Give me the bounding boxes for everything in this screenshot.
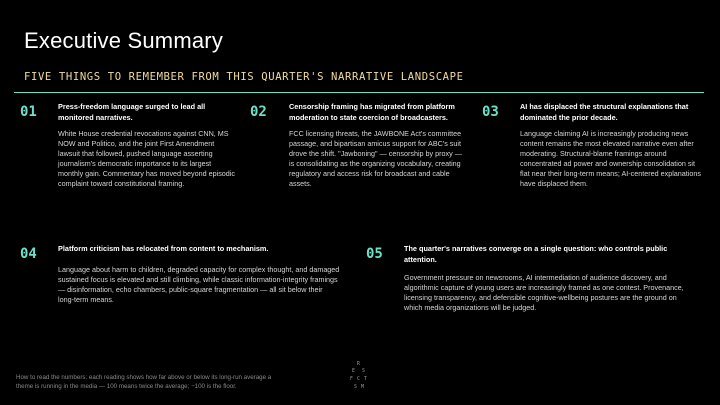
footer-note: How to read the numbers: each reading shows how far above or below its long-run average a theme is running in the media — 100 means twice the average; −100 is the floor. [16,374,272,390]
header-divider [14,92,704,93]
logo-letter: S [354,385,357,390]
item-heading-05: The quarter's narratives converge on a single question: who controls public attention. [404,244,668,264]
logo-letter: M [361,385,364,390]
item-body-02: FCC licensing threats, the JAWBONE Act's committee passage, and bipartisan amicus support for ABC's suit drove the shift. "Jawboning" — censorship by proxy — is consolidating as the organizing vocabulary, creating regulatory and access risk for broadcast and cable assets. [289,129,462,188]
item-body-03: Language claiming AI is increasingly producing news content remains the most elevated narrative even after moderating. Structural-blame framings around concentrated ad power and ownership consolidation sit flat near their long-term means; AI-centered explanations have displaced them. [520,129,701,188]
item-number-02: 02 [250,104,267,120]
slide-title: Executive Summary [24,28,224,53]
logo-letter: R [357,362,360,367]
item-number-03: 03 [482,104,499,120]
item-number-04: 04 [20,246,37,262]
item-body-05: Government pressure on newsrooms, AI intermediation of audience discovery, and algorithmic capture of young users are increasingly framed as one contest. Provenance, licensing transparency, and defensible cognitive-wellbeing postures are the ground on which media organizations will be judged. [404,273,684,312]
logo-letter: T [364,377,367,382]
item-number-05: 05 [366,246,383,262]
logo-letter: S [362,369,365,374]
item-body-04: Language about harm to children, degraded capacity for complex thought, and damaged sustained focus is elevated and still climbing, while classic information-integrity framings — disinformation, echo chambers, public-square fragmentation — all sit below their long-term means. [58,265,340,304]
brand-logo [346,362,370,394]
item-body-01: White House credential revocations against CNN, MS NOW and Politico, and the joint First Amendment lawsuit that followed, pushed language asserting journalism's democratic importance to its largest monthly gain. Commentary has moved beyond episodic complaint toward constitutional framing. [58,129,235,188]
item-number-01: 01 [20,104,37,120]
item-heading-02: Censorship framing has migrated from platform moderation to state coercion of broadcasters. [289,102,455,122]
item-heading-03: AI has displaced the structural explanations that dominated the prior decade. [520,102,689,122]
slide-subtitle: FIVE THINGS TO REMEMBER FROM THIS QUARTER'S NARRATIVE LANDSCAPE [24,71,464,83]
item-heading-04: Platform criticism has relocated from content to mechanism. [58,244,269,253]
logo-letter: E [352,369,355,374]
item-heading-01: Press-freedom language surged to lead all monitored narratives. [58,102,206,122]
logo-letter: C [357,377,360,382]
logo-letter: F [350,377,353,382]
